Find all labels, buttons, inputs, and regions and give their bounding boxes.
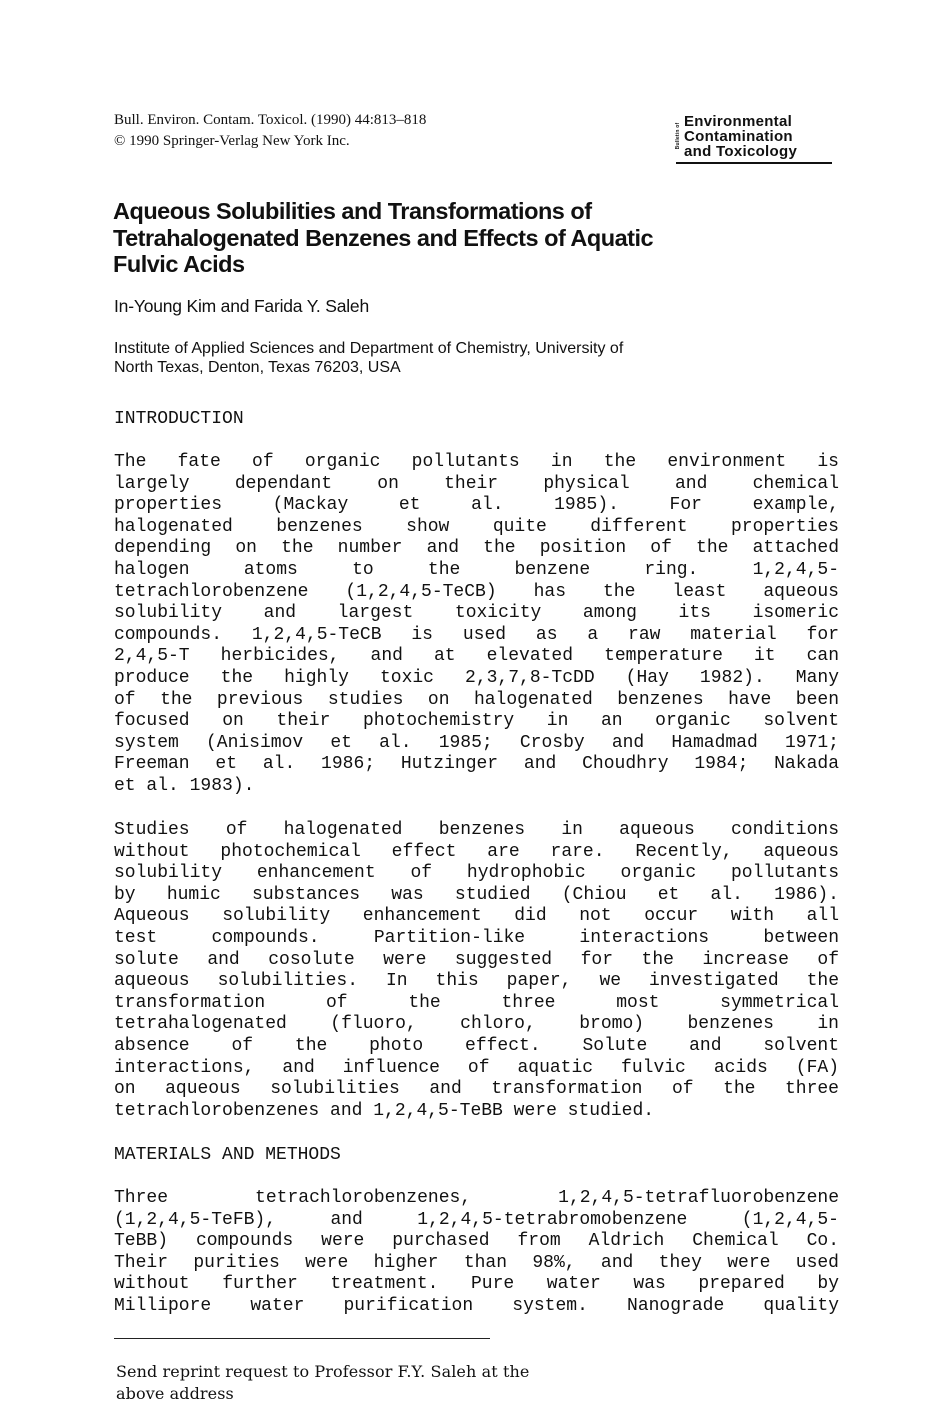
text-line: Millipore water purification system. Nanograde quality	[114, 1295, 839, 1316]
text-line: halogenated benzenes show quite different properties	[114, 516, 839, 537]
text-line: (1,2,4,5-TeFB), and 1,2,4,5-tetrabromobenzene (1,2,4,5-	[114, 1209, 839, 1230]
logo-line-environmental: Environmental	[684, 113, 793, 130]
text-line: largely dependant on their physical and chemical	[114, 473, 839, 494]
journal-logo	[672, 112, 838, 164]
text-line: without further treatment. Pure water was prepared by	[114, 1274, 839, 1295]
introduction-paragraph-1	[114, 452, 839, 798]
text-line: depending on the number and the position of the attached	[114, 538, 839, 559]
title-line: Tetrahalogenated Benzenes and Effects of Aquatic	[113, 224, 654, 251]
text-line: tetrahalogenated (fluoro, chloro, bromo) benzenes in	[114, 1014, 839, 1035]
text-line: interactions, and influence of aquatic fulvic acids (FA)	[114, 1057, 839, 1078]
title-line: Fulvic Acids	[113, 251, 245, 277]
text-line: transformation of the three most symmetrical	[114, 992, 839, 1013]
text-line: solubility and largest toxicity among its isomeric	[114, 603, 839, 624]
footnote-divider	[114, 1338, 490, 1339]
footnote-line: above address	[116, 1384, 234, 1403]
text-line: Aqueous solubility enhancement did not occur with all	[114, 906, 839, 927]
text-line: Studies of halogenated benzenes in aqueous conditions	[114, 820, 839, 840]
logo-line-contamination: Contamination	[684, 128, 793, 145]
logo-line-toxicology: and Toxicology	[684, 143, 798, 160]
text-line: system (Anisimov et al. 1985; Crosby and Hamadmad 1971;	[114, 732, 839, 753]
copyright-notice: © 1990 Springer-Verlag New York Inc.	[114, 133, 350, 149]
text-line: 2,4,5-T herbicides, and at elevated temperature it can	[114, 646, 839, 667]
text-line: solubility enhancement of hydrophobic organic pollutants	[114, 863, 839, 884]
text-line: by humic substances was studied (Chiou et al. 1986).	[114, 884, 839, 905]
text-line: Their purities were higher than 98%, and they were used	[114, 1252, 839, 1273]
section-heading-introduction: INTRODUCTION	[114, 409, 244, 429]
text-line: test compounds. Partition-like interactions between	[114, 927, 839, 948]
text-line: TeBB) compounds were purchased from Aldrich Chemical Co.	[114, 1231, 839, 1252]
footnote-line: Send reprint request to Professor F.Y. Saleh at the	[116, 1362, 530, 1381]
text-line: properties (Mackay et al. 1985). For example,	[114, 495, 839, 516]
text-line: halogen atoms to the benzene ring. 1,2,4,5-	[114, 559, 839, 580]
affiliation-line: Institute of Applied Sciences and Department of Chemistry, University of	[114, 340, 624, 357]
text-line: tetrachlorobenzene (1,2,4,5-TeCB) has the least aqueous	[114, 581, 839, 602]
author-affiliation	[114, 339, 623, 377]
text-line: focused on their photochemistry in an organic solvent	[114, 711, 839, 732]
text-line: produce the highly toxic 2,3,7,8-TcDD (Hay 1982). Many	[114, 667, 839, 688]
text-line: Three tetrachlorobenzenes, 1,2,4,5-tetrafluorobenzene	[114, 1188, 839, 1208]
text-line: absence of the photo effect. Solute and solvent	[114, 1035, 839, 1056]
journal-citation	[114, 110, 426, 152]
footnote	[116, 1361, 529, 1405]
text-line: compounds. 1,2,4,5-TeCB is used as a raw material for	[114, 624, 839, 645]
text-line: tetrachlorobenzenes and 1,2,4,5-TeBB were studied.	[114, 1100, 655, 1121]
article-title	[113, 198, 813, 278]
text-line: Freeman et al. 1986; Hutzinger and Choudhry 1984; Nakada	[114, 754, 839, 775]
text-line: without photochemical effect are rare. Recently, aqueous	[114, 841, 839, 862]
text-line: et al. 1983).	[114, 775, 255, 796]
text-line: of the previous studies on halogenated benzenes have been	[114, 689, 839, 710]
title-line: Aqueous Solubilities and Transformations of	[113, 198, 592, 224]
citation-volume-pages: Bull. Environ. Contam. Toxicol. (1990) 44:813–818	[114, 112, 427, 128]
text-line: aqueous solubilities. In this paper, we investigated the	[114, 971, 839, 992]
methods-paragraph-1	[114, 1188, 839, 1318]
text-line: The fate of organic pollutants in the environment is	[114, 452, 839, 472]
text-line: on aqueous solubilities and transformation of the three	[114, 1079, 839, 1100]
section-heading-materials-methods: MATERIALS AND METHODS	[114, 1145, 341, 1165]
article-authors: In-Young Kim and Farida Y. Saleh	[114, 296, 369, 316]
text-line: solute and cosolute were suggested for the increase of	[114, 949, 839, 970]
logo-vertical-text: Bulletin of	[675, 122, 681, 150]
introduction-paragraph-2	[114, 820, 839, 1122]
affiliation-line: North Texas, Denton, Texas 76203, USA	[114, 359, 401, 376]
logo-underline	[676, 162, 832, 164]
